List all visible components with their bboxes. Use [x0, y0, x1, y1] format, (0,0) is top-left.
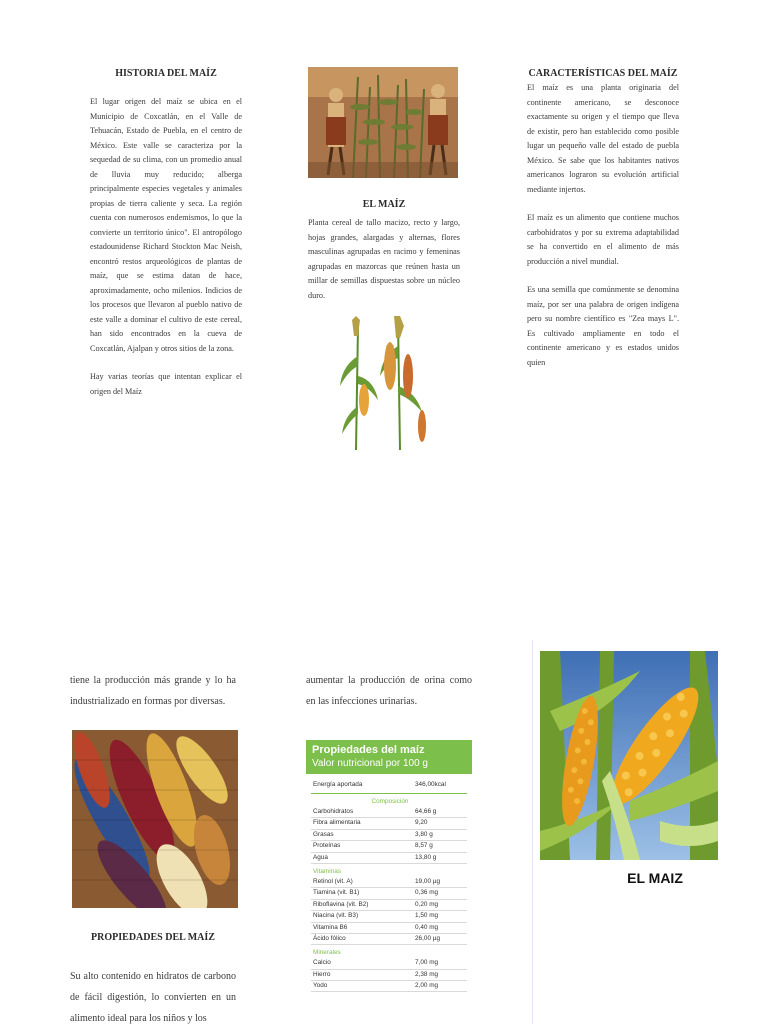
caracteristicas-paragraph: El maíz es un alimento que contiene muchos carbohidratos y por su extrema adaptabilidad se ha convertido en el alimento de más producción a nivel mundial.	[527, 213, 679, 266]
nutrition-table	[306, 740, 472, 1024]
historia-title: HISTORIA DEL MAÍZ	[115, 68, 217, 79]
nutrition-row-label: Calcio	[313, 959, 331, 967]
nutrition-row-value: 2,38 mg	[415, 970, 439, 978]
nutrition-row-label: Grasas	[313, 830, 334, 838]
nutrition-row	[311, 830, 467, 841]
nutrition-row-value: 9,20	[415, 819, 428, 827]
nutrition-row-label: Retinol (vit. A)	[313, 877, 353, 885]
aztec-farmers-illustration-image	[308, 67, 458, 178]
corn-plant-botanical-image	[338, 316, 430, 450]
nutrition-row-label: Agua	[313, 853, 328, 861]
nutrition-row	[311, 911, 467, 922]
nutrition-row-label: Yodo	[313, 982, 328, 990]
nutrition-row-value: 3,80 g	[415, 830, 433, 838]
nutrition-row	[311, 981, 467, 992]
historia-paragraph: El lugar origen del maíz se ubica en el Municipio de Coxcatlán, en el Valle de Tehuacán, Estado de Puebla, en el centro de México. Este valle se caracteriza por la sequedad de su clima, con un promedio anual de lluvia muy reducido; alberga principalmente especies vegetales y animales propias de tierra caliente y seca. La región cuenta con numerosos endemismos, lo que la convierte un territorio único". El antropólogo estadounidense Richard Stockton Mac Neish, encontró restos arqueológicos de plantas de maíz, que se estima datan de hace, aproximadamente, ocho milenios. Indicios de los procesos que llevaron al pueblo nativo de este valle a dominar el cultivo de este cereal, han sido encontrados en la cueva de Coxcatlán, Ajalpan y otros sitios de la zona.	[90, 97, 242, 353]
nutrition-row-value: 19,00 µg	[415, 877, 441, 885]
nutrition-row-label: Tiamina (vit. B1)	[313, 889, 360, 897]
nutrition-row-value: 0,20 mg	[415, 900, 439, 908]
colorful-corn-cobs-image	[72, 730, 238, 908]
nutrition-row-value: 26,00 µg	[415, 934, 441, 942]
nutrition-row-label: Riboflavina (vit. B2)	[313, 900, 369, 908]
caracteristicas-paragraph: Es una semilla que comúnmente se denomina maíz, por ser una palabra de origen indígena pero su nombre científico es "Zea mays L". Es cultivado ampliamente en todo el continente americano y es estados unidos quien	[527, 285, 679, 367]
nutrition-row-value: 7,00 mg	[415, 959, 439, 967]
nutrition-title: Propiedades del maíz	[312, 744, 425, 756]
nutrition-energy-row	[311, 777, 467, 794]
nutrition-header	[306, 740, 472, 774]
nutrition-row-value: 64,66 g	[415, 808, 437, 815]
nutrition-section-title: Composición	[371, 798, 409, 805]
historia-text	[90, 95, 242, 399]
nutrition-row	[311, 888, 467, 899]
el-maiz-text: Planta cereal de tallo macizo, recto y largo, hojas grandes, alargadas y alternas, flores masculinas agrupadas en racimo y femeninas agrupadas en mazorcas que reúnen hasta un millar de semillas dispuestas sobre un núcleo duro.	[308, 218, 460, 300]
nutrition-row-label: Fibra alimentaria	[313, 819, 361, 827]
nutrition-row	[311, 958, 467, 969]
nutrition-section-title: Minerales	[313, 949, 341, 957]
nutrition-row-label: Vitamina B6	[313, 923, 348, 931]
nutrition-row-value: 346,00kcal	[415, 781, 446, 788]
corn-cob-photo-image	[540, 651, 718, 860]
nutrition-row	[311, 853, 467, 864]
lower-left-continuation-text: tiene la producción más grande y lo ha industrializado en formas por diversas.	[70, 675, 236, 707]
nutrition-row-value: 13,80 g	[415, 853, 437, 861]
nutrition-row	[311, 900, 467, 911]
el-maiz-caption: EL MAIZ	[627, 870, 683, 886]
nutrition-row-label: Hierro	[313, 970, 331, 978]
nutrition-row	[311, 807, 467, 818]
caracteristicas-text	[527, 81, 679, 370]
nutrition-row-value: 8,57 g	[415, 842, 433, 850]
nutrition-row	[311, 934, 467, 945]
nutrition-row-label: Energía aportada	[313, 781, 363, 788]
nutrition-row-label: Proteínas	[313, 842, 341, 850]
nutrition-row-label: Niacina (vit. B3)	[313, 912, 359, 920]
nutrition-subtitle: Valor nutricional por 100 g	[312, 758, 428, 769]
nutrition-row-label: Carbohidratos	[313, 808, 354, 815]
lower-middle-continuation-text: aumentar la producción de orina como en las infecciones urinarias.	[306, 675, 472, 707]
nutrition-row	[311, 923, 467, 934]
nutrition-row-value: 0,40 mg	[415, 923, 439, 931]
propiedades-title: PROPIEDADES DEL MAÍZ	[91, 932, 215, 943]
nutrition-row-label: Ácido fólico	[313, 934, 346, 942]
historia-paragraph: Hay varias teorías que intentan explicar el origen del Maíz	[90, 372, 242, 396]
nutrition-row-value: 2,00 mg	[415, 982, 439, 990]
nutrition-row	[311, 877, 467, 888]
propiedades-text: Su alto contenido en hidratos de carbono de fácil digestión, lo convierten en un alimento ideal para los niños y los	[70, 971, 236, 1024]
nutrition-row	[311, 841, 467, 852]
nutrition-row-value: 1,50 mg	[415, 912, 439, 920]
nutrition-row	[311, 818, 467, 829]
caracteristicas-title: CARACTERÍSTICAS DEL MAÍZ	[528, 68, 678, 79]
nutrition-row-value: 0,36 mg	[415, 889, 439, 897]
page-divider	[532, 640, 533, 1024]
nutrition-section-title: Vitaminas	[313, 867, 341, 875]
el-maiz-title: EL MAÍZ	[362, 199, 406, 210]
nutrition-row	[311, 970, 467, 981]
caracteristicas-paragraph: El maíz es una planta originaria del continente americano, se desconoce exactamente su origen y el tiempo que lleva de existir, pero han establecido como posible lugar un pequeño valle del estado de puebla México. Se sabe que los habitantes nativos americanos lograron su evolución artificial mediante injertos.	[527, 83, 679, 194]
